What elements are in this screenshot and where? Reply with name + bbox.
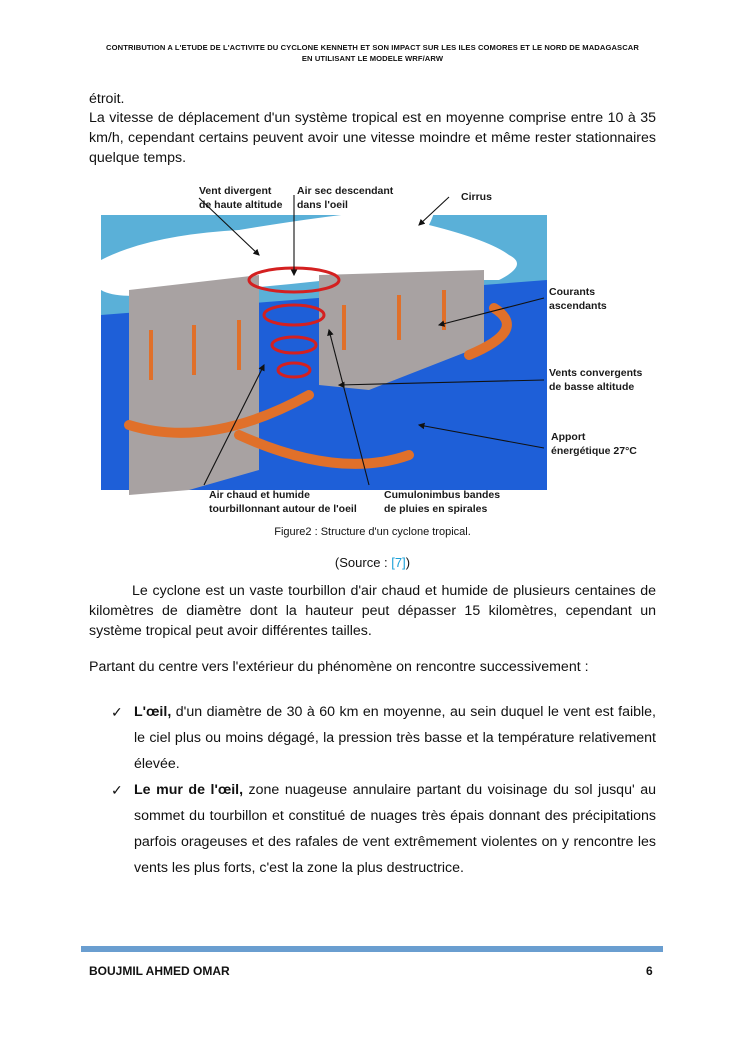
list-item-text: d'un diamètre de 30 à 60 km en moyenne, au sein duquel le vent est faible, le ciel plus ou moins dégagé, la pression très basse et la température relativement élevée. [134,704,656,772]
header-line-1: CONTRIBUTION A L'ETUDE DE L'ACTIVITE DU CYCLONE KENNETH ET SON IMPACT SUR LES ILES COMORES ET LE NORD DE MADAGASCAR [106,43,639,52]
label-haute-altitude: de haute altitude [199,199,283,211]
checkmark-icon: ✓ [111,782,123,798]
label-pluies-spirales: de pluies en spirales [384,503,488,515]
footer-author: BOUJMIL AHMED OMAR [89,964,230,978]
label-vents-convergents: Vents convergents [549,367,643,379]
label-energetique: énergétique 27°C [551,445,637,457]
checkmark-icon: ✓ [111,704,123,720]
label-air-sec: Air sec descendant [297,185,394,197]
figure-caption: Figure2 : Structure d'un cyclone tropical. [274,526,471,538]
source-prefix: (Source : [334,555,392,570]
paragraph-speed: La vitesse de déplacement d'un système tropical est en moyenne comprise entre 10 à 35 km/h, cependant certains peuvent avoir une vitesse moindre et même rester stationnaires quelque temps. [89,110,656,166]
source-suffix: ) [405,555,411,570]
structure-list [89,699,656,881]
paragraph-continuation: étroit. [89,91,125,107]
label-apport: Apport [551,431,586,443]
list-item [89,777,656,881]
label-vent-divergent: Vent divergent [199,185,272,197]
cyclone-diagram [89,180,656,520]
running-header [80,42,665,64]
footer-divider [81,946,663,952]
list-item-text: zone nuageuse annulaire partant du voisinage du sol jusqu' au sommet du tourbillon et constitué de nuages très épais donnant des précipitations parfois orageuses et des rafales de vent extrêmement violentes on y rencontre les vents les plus forts, c'est la zone la plus destructrice. [134,782,656,876]
figure-source [89,555,656,570]
source-reference-link[interactable]: [7] [391,555,406,570]
label-cumulonimbus: Cumulonimbus bandes [384,489,501,501]
label-courants: Courants [549,286,596,298]
paragraph-definition: Le cyclone est un vaste tourbillon d'air chaud et humide de plusieurs centaines de kilomètres de diamètre dont la hauteur peut dépasser 15 kilomètres, cependant un système tropical peut avoir différentes tailles. [89,583,656,639]
label-ascendants: ascendants [549,300,607,312]
list-item-term: L'œil, [134,704,172,720]
label-dans-oeil: dans l'oeil [297,199,348,211]
label-air-chaud: Air chaud et humide [209,489,310,501]
label-basse-altitude: de basse altitude [549,381,635,393]
cloud-mass-left [129,275,259,495]
page-number: 6 [646,964,653,978]
label-tourbillonnant: tourbillonnant autour de l'oeil [209,503,357,515]
header-line-2: EN UTILISANT LE MODELE WRF/ARW [301,54,444,63]
list-item-term: Le mur de l'œil, [134,782,244,798]
list-item [89,699,656,777]
paragraph-intro-list: Partant du centre vers l'extérieur du phénomène on rencontre successivement : [89,659,589,675]
label-cirrus: Cirrus [461,191,492,203]
cyclone-structure-figure [89,180,656,520]
